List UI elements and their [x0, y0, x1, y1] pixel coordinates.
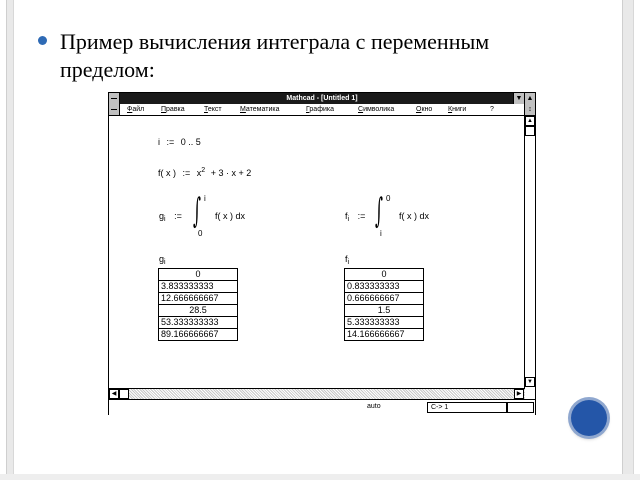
f-table-sub: i: [347, 259, 350, 266]
menu-text[interactable]: Текст: [204, 106, 222, 113]
function-definition[interactable]: [158, 167, 251, 178]
g-upper-limit: i: [204, 194, 206, 203]
slide-bottom-strip: [0, 474, 640, 480]
g-table-row: [159, 317, 238, 329]
restore-icon[interactable]: ↕: [524, 104, 535, 115]
menu-file[interactable]: Файл: [127, 106, 145, 113]
scroll-thumb[interactable]: [525, 126, 535, 136]
g-result-table[interactable]: [158, 268, 238, 341]
f-lhs: [345, 211, 365, 223]
func-exponent: 2: [201, 167, 206, 174]
g-table-cell: 3.833333333: [159, 281, 238, 293]
f-name: f: [345, 211, 348, 221]
f-table-cell: 14.166666667: [345, 329, 424, 341]
g-table-row: [159, 269, 238, 281]
g-table-row: [159, 305, 238, 317]
scroll-up-icon[interactable]: ▲: [525, 116, 535, 126]
assign-op: :=: [357, 211, 366, 221]
menu-graphics[interactable]: Графика: [306, 106, 334, 113]
bullet-dot-icon: [38, 36, 47, 45]
scroll-right-icon[interactable]: ▶: [514, 389, 524, 399]
scroll-left-icon[interactable]: ◀: [109, 389, 119, 399]
g-table-cell: 53.333333333: [159, 317, 238, 329]
horizontal-scrollbar[interactable]: [109, 388, 525, 399]
system-menu-icon[interactable]: [109, 93, 120, 104]
f-table-cell: 0.833333333: [345, 281, 424, 293]
f-table-cell: 5.333333333: [345, 317, 424, 329]
f-table-row: [345, 305, 424, 317]
g-lhs: [159, 211, 182, 223]
menu-math[interactable]: Математика: [240, 106, 280, 113]
range-var: i: [158, 137, 160, 147]
menu-edit[interactable]: Правка: [161, 106, 185, 113]
document-menu-icon[interactable]: [109, 104, 120, 115]
f-table-label: [345, 254, 349, 266]
assign-op: :=: [166, 137, 175, 147]
window-title: Mathcad - [Untitled 1]: [286, 95, 358, 102]
menu-help[interactable]: ?: [490, 106, 494, 113]
g-lower-limit: 0: [198, 229, 203, 238]
g-name: g: [159, 211, 165, 221]
status-empty-cell: [507, 402, 534, 413]
bullet-text: Пример вычисления интеграла с переменным пределом:: [60, 29, 490, 82]
f-upper-limit: 0: [386, 194, 391, 203]
f-table-row: [345, 329, 424, 341]
menu-bar: [109, 104, 535, 116]
vertical-scrollbar[interactable]: [524, 116, 535, 388]
range-expr: 0 .. 5: [180, 137, 201, 147]
integral-sign-icon: ∫: [375, 191, 383, 231]
g-table-row: [159, 293, 238, 305]
g-table-row: [159, 329, 238, 341]
f-table-cell: 1.5: [345, 305, 424, 317]
slide-right-border: [622, 0, 634, 480]
g-table-name: g: [159, 254, 165, 264]
scroll-down-icon[interactable]: ▼: [525, 377, 535, 387]
menu-symbolics[interactable]: Символика: [358, 106, 395, 113]
integral-sign-icon: ∫: [193, 191, 201, 231]
f-table-row: [345, 281, 424, 293]
minimize-button[interactable]: ▼: [513, 93, 524, 104]
f-table-cell: 0.666666667: [345, 293, 424, 305]
g-table-cell: 0: [159, 269, 238, 281]
mathcad-window: [108, 92, 536, 415]
f-table-row: [345, 293, 424, 305]
hscroll-thumb[interactable]: [119, 389, 129, 399]
menu-window[interactable]: Окно: [416, 106, 433, 113]
f-result-table[interactable]: [344, 268, 424, 341]
g-table-cell: 89.166666667: [159, 329, 238, 341]
f-table-cell: 0: [345, 269, 424, 281]
f-body: f( x ) dx: [399, 211, 430, 221]
window-titlebar[interactable]: [109, 93, 535, 104]
f-table-row: [345, 269, 424, 281]
f-sub: i: [347, 216, 350, 223]
slide-left-border: [6, 0, 14, 480]
g-sub: i: [164, 216, 166, 223]
func-lhs: f( x ): [158, 168, 176, 178]
g-table-cell: 28.5: [159, 305, 238, 317]
status-mode: auto: [367, 403, 381, 410]
g-table-label: [159, 254, 166, 266]
slide-nav-button[interactable]: [571, 400, 607, 436]
g-table-row: [159, 281, 238, 293]
status-bar: [109, 399, 535, 415]
func-rest: + 3 · x + 2: [210, 168, 252, 178]
assign-op: :=: [174, 211, 182, 221]
assign-op: :=: [182, 168, 191, 178]
f-table-row: [345, 317, 424, 329]
range-definition[interactable]: [158, 137, 201, 147]
f-lower-limit: i: [380, 229, 382, 238]
f-table-name: f: [345, 254, 348, 264]
status-position: C-> 1: [427, 402, 507, 413]
menu-books[interactable]: Книги: [448, 106, 467, 113]
func-base: x: [196, 168, 202, 178]
g-table-sub: i: [164, 259, 166, 266]
maximize-button[interactable]: ▲: [524, 93, 535, 104]
g-table-cell: 12.666666667: [159, 293, 238, 305]
g-body: f( x ) dx: [215, 211, 246, 221]
